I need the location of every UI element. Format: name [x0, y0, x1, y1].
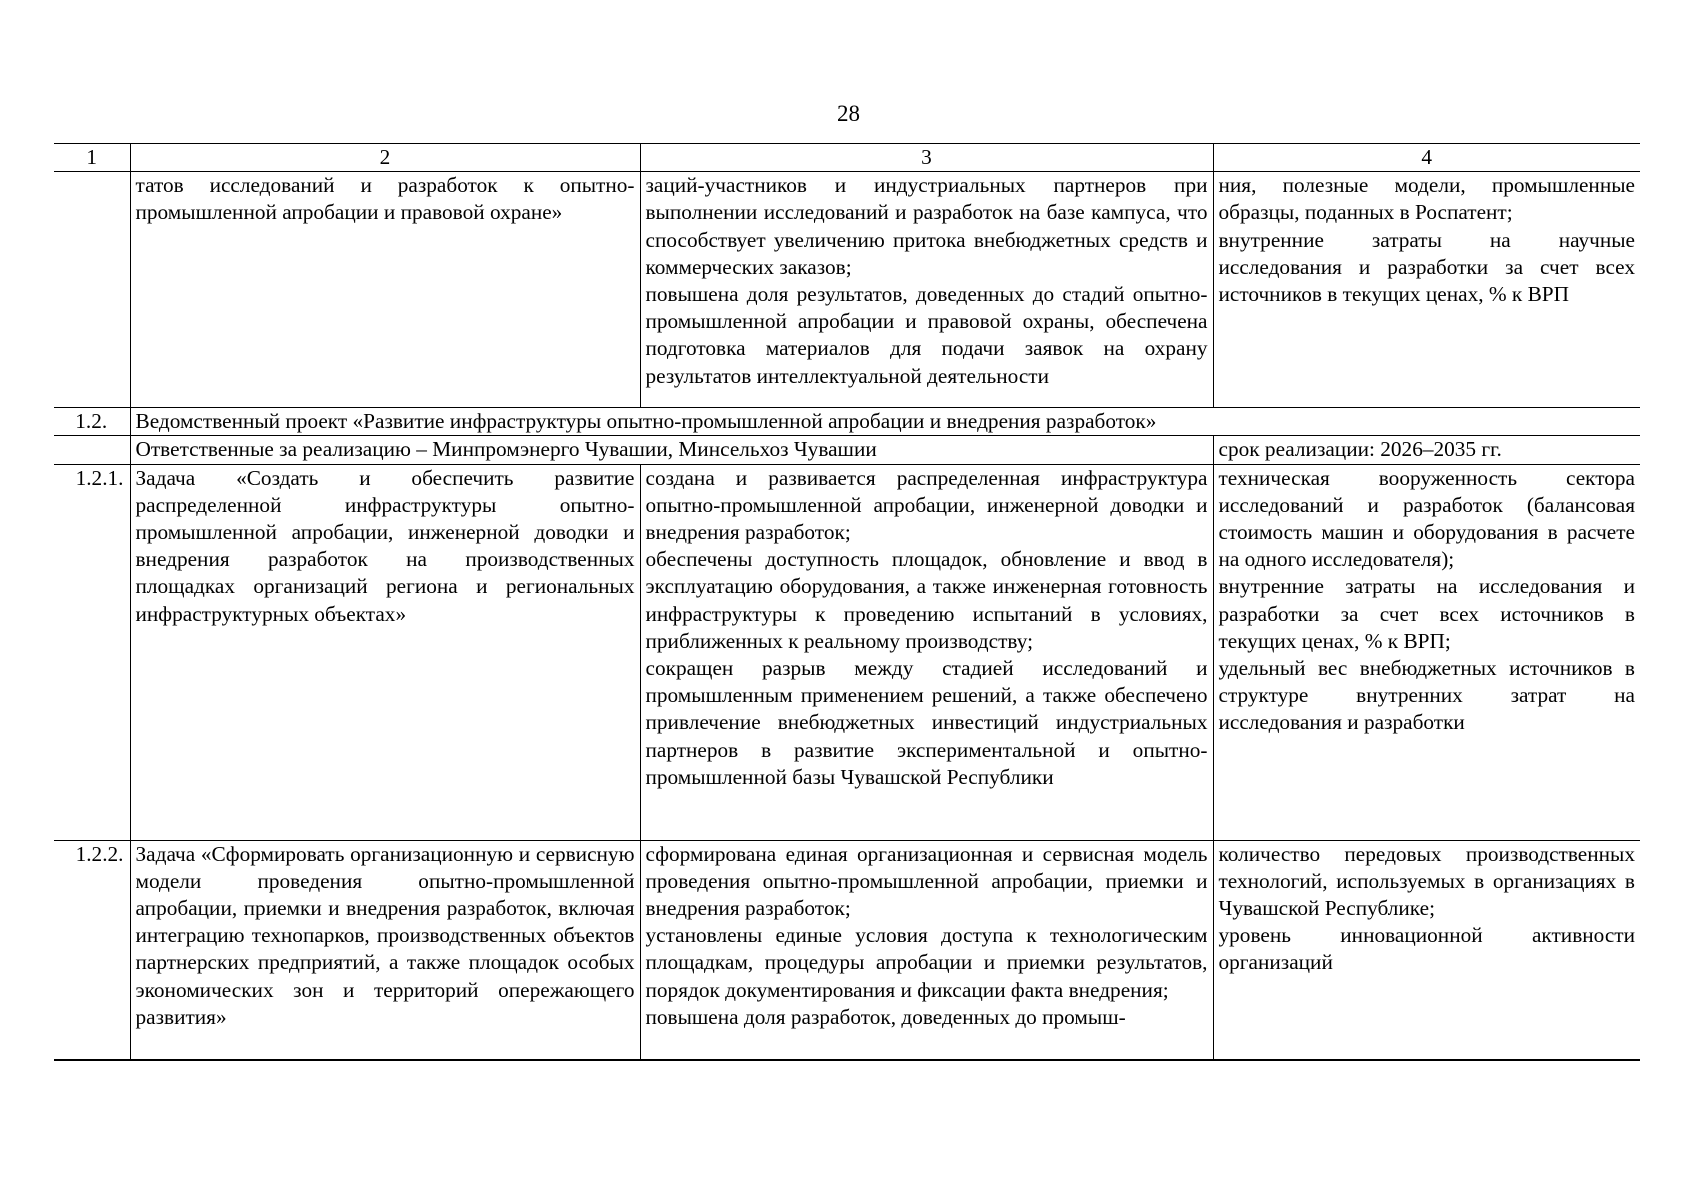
document-table [54, 143, 1640, 1061]
project-number: 1.2. [54, 408, 130, 436]
table-header-row [54, 144, 1640, 172]
indicator-paragraph: количество передовых производственных технологий, используемых в организациях в Чувашской Республике; [1218, 841, 1635, 921]
term-text: срок реализации: 2026–2035 гг. [1213, 436, 1640, 464]
column-header-2: 2 [130, 144, 640, 172]
result-cell [640, 464, 1213, 840]
indicator-paragraph: удельный вес внебюджетных источников в структуре внутренних затрат на исследования и разработки [1218, 656, 1635, 735]
column-header-4: 4 [1213, 144, 1640, 172]
empty-cell [54, 436, 130, 464]
task-cell: Задача «Сформировать организационную и сервисную модели проведения опытно-промышленной апробации, приемки и внедрения разработок, включая интеграцию технопарков, производственных объектов партнерских предприятий, а также площадок особых экономических зон и территорий опережающего развития» [130, 840, 640, 1060]
table-row-task [54, 464, 1640, 840]
result-paragraph: создана и развивается распределенная инфраструктура опытно-промышленной апробации, инженерной доводки и внедрения разработок; [645, 465, 1208, 545]
result-paragraph: установлены единые условия доступа к технологическим площадкам, процедуры апробации и приемки результатов, порядок документирования и фиксации факта внедрения; [645, 923, 1208, 1002]
table-row-responsible [54, 436, 1640, 464]
indicator-paragraph: внутренние затраты на исследования и разработки за счет всех источников в текущих ценах, % к ВРП; [1218, 574, 1635, 653]
indicator-cell [1213, 172, 1640, 408]
result-paragraph: обеспечены доступность площадок, обновление и ввод в эксплуатацию оборудования, а также инженерная готовность инфраструктуры к проведению испытаний в условиях, приближенных к реальному производству; [645, 547, 1208, 653]
indicator-paragraph: техническая вооруженность сектора исследований и разработок (балансовая стоимость машин и оборудования в расчете на одного исследователя); [1218, 465, 1635, 572]
row-number [54, 172, 130, 408]
task-cell: татов исследований и разработок к опытно-промышленной апробации и правовой охране» [130, 172, 640, 408]
column-header-1: 1 [54, 144, 130, 172]
responsible-text: Ответственные за реализацию – Минпромэнерго Чувашии, Минсельхоз Чувашии [130, 436, 1213, 464]
table-row-task [54, 840, 1640, 1060]
table-row-project [54, 408, 1640, 436]
task-cell: Задача «Создать и обеспечить развитие распределенной инфраструктуры опытно-промышленной апробации, инженерной доводки и внедрения разработок на производственных площадках организаций региона и региональных инфраструктурных объектах» [130, 464, 640, 840]
task-number: 1.2.1. [54, 464, 130, 840]
result-cell [640, 840, 1213, 1060]
indicator-cell [1213, 840, 1640, 1060]
table-row-continuation [54, 172, 1640, 408]
result-paragraph: заций-участников и индустриальных партнеров при выполнении исследований и разработок на базе кампуса, что способствует увеличению притока внебюджетных средств и коммерческих заказов; [645, 173, 1208, 279]
indicator-cell [1213, 464, 1640, 840]
result-paragraph: сформирована единая организационная и сервисная модель проведения опытно-промышленной апробации, приемки и внедрения разработок; [645, 841, 1208, 921]
task-number: 1.2.2. [54, 840, 130, 1060]
result-cell [640, 172, 1213, 408]
result-paragraph: сокращен разрыв между стадией исследований и промышленным применением решений, а также обеспечено привлечение внебюджетных инвестиций индустриальных партнеров в развитие экспериментальной и опытно-промышленной базы Чувашской Республики [645, 656, 1208, 789]
column-header-3: 3 [640, 144, 1213, 172]
indicator-paragraph: ния, полезные модели, промышленные образцы, поданных в Роспатент; [1218, 173, 1635, 225]
result-paragraph: повышена доля разработок, доведенных до промыш- [645, 1004, 1126, 1029]
indicator-paragraph: внутренние затраты на научные исследования и разработки за счет всех источников в текущих ценах, % к ВРП [1218, 227, 1635, 307]
page-number: 28 [837, 101, 860, 126]
indicator-paragraph: уровень инновационной активности организаций [1218, 923, 1635, 975]
project-title: Ведомственный проект «Развитие инфраструктуры опытно-промышленной апробации и внедрения разработок» [130, 408, 1640, 436]
result-paragraph: повышена доля результатов, доведенных до стадий опытно-промышленной апробации и правовой охраны, обеспечена подготовка материалов для подачи заявок на охрану результатов интеллектуальной деятельности [645, 282, 1208, 388]
